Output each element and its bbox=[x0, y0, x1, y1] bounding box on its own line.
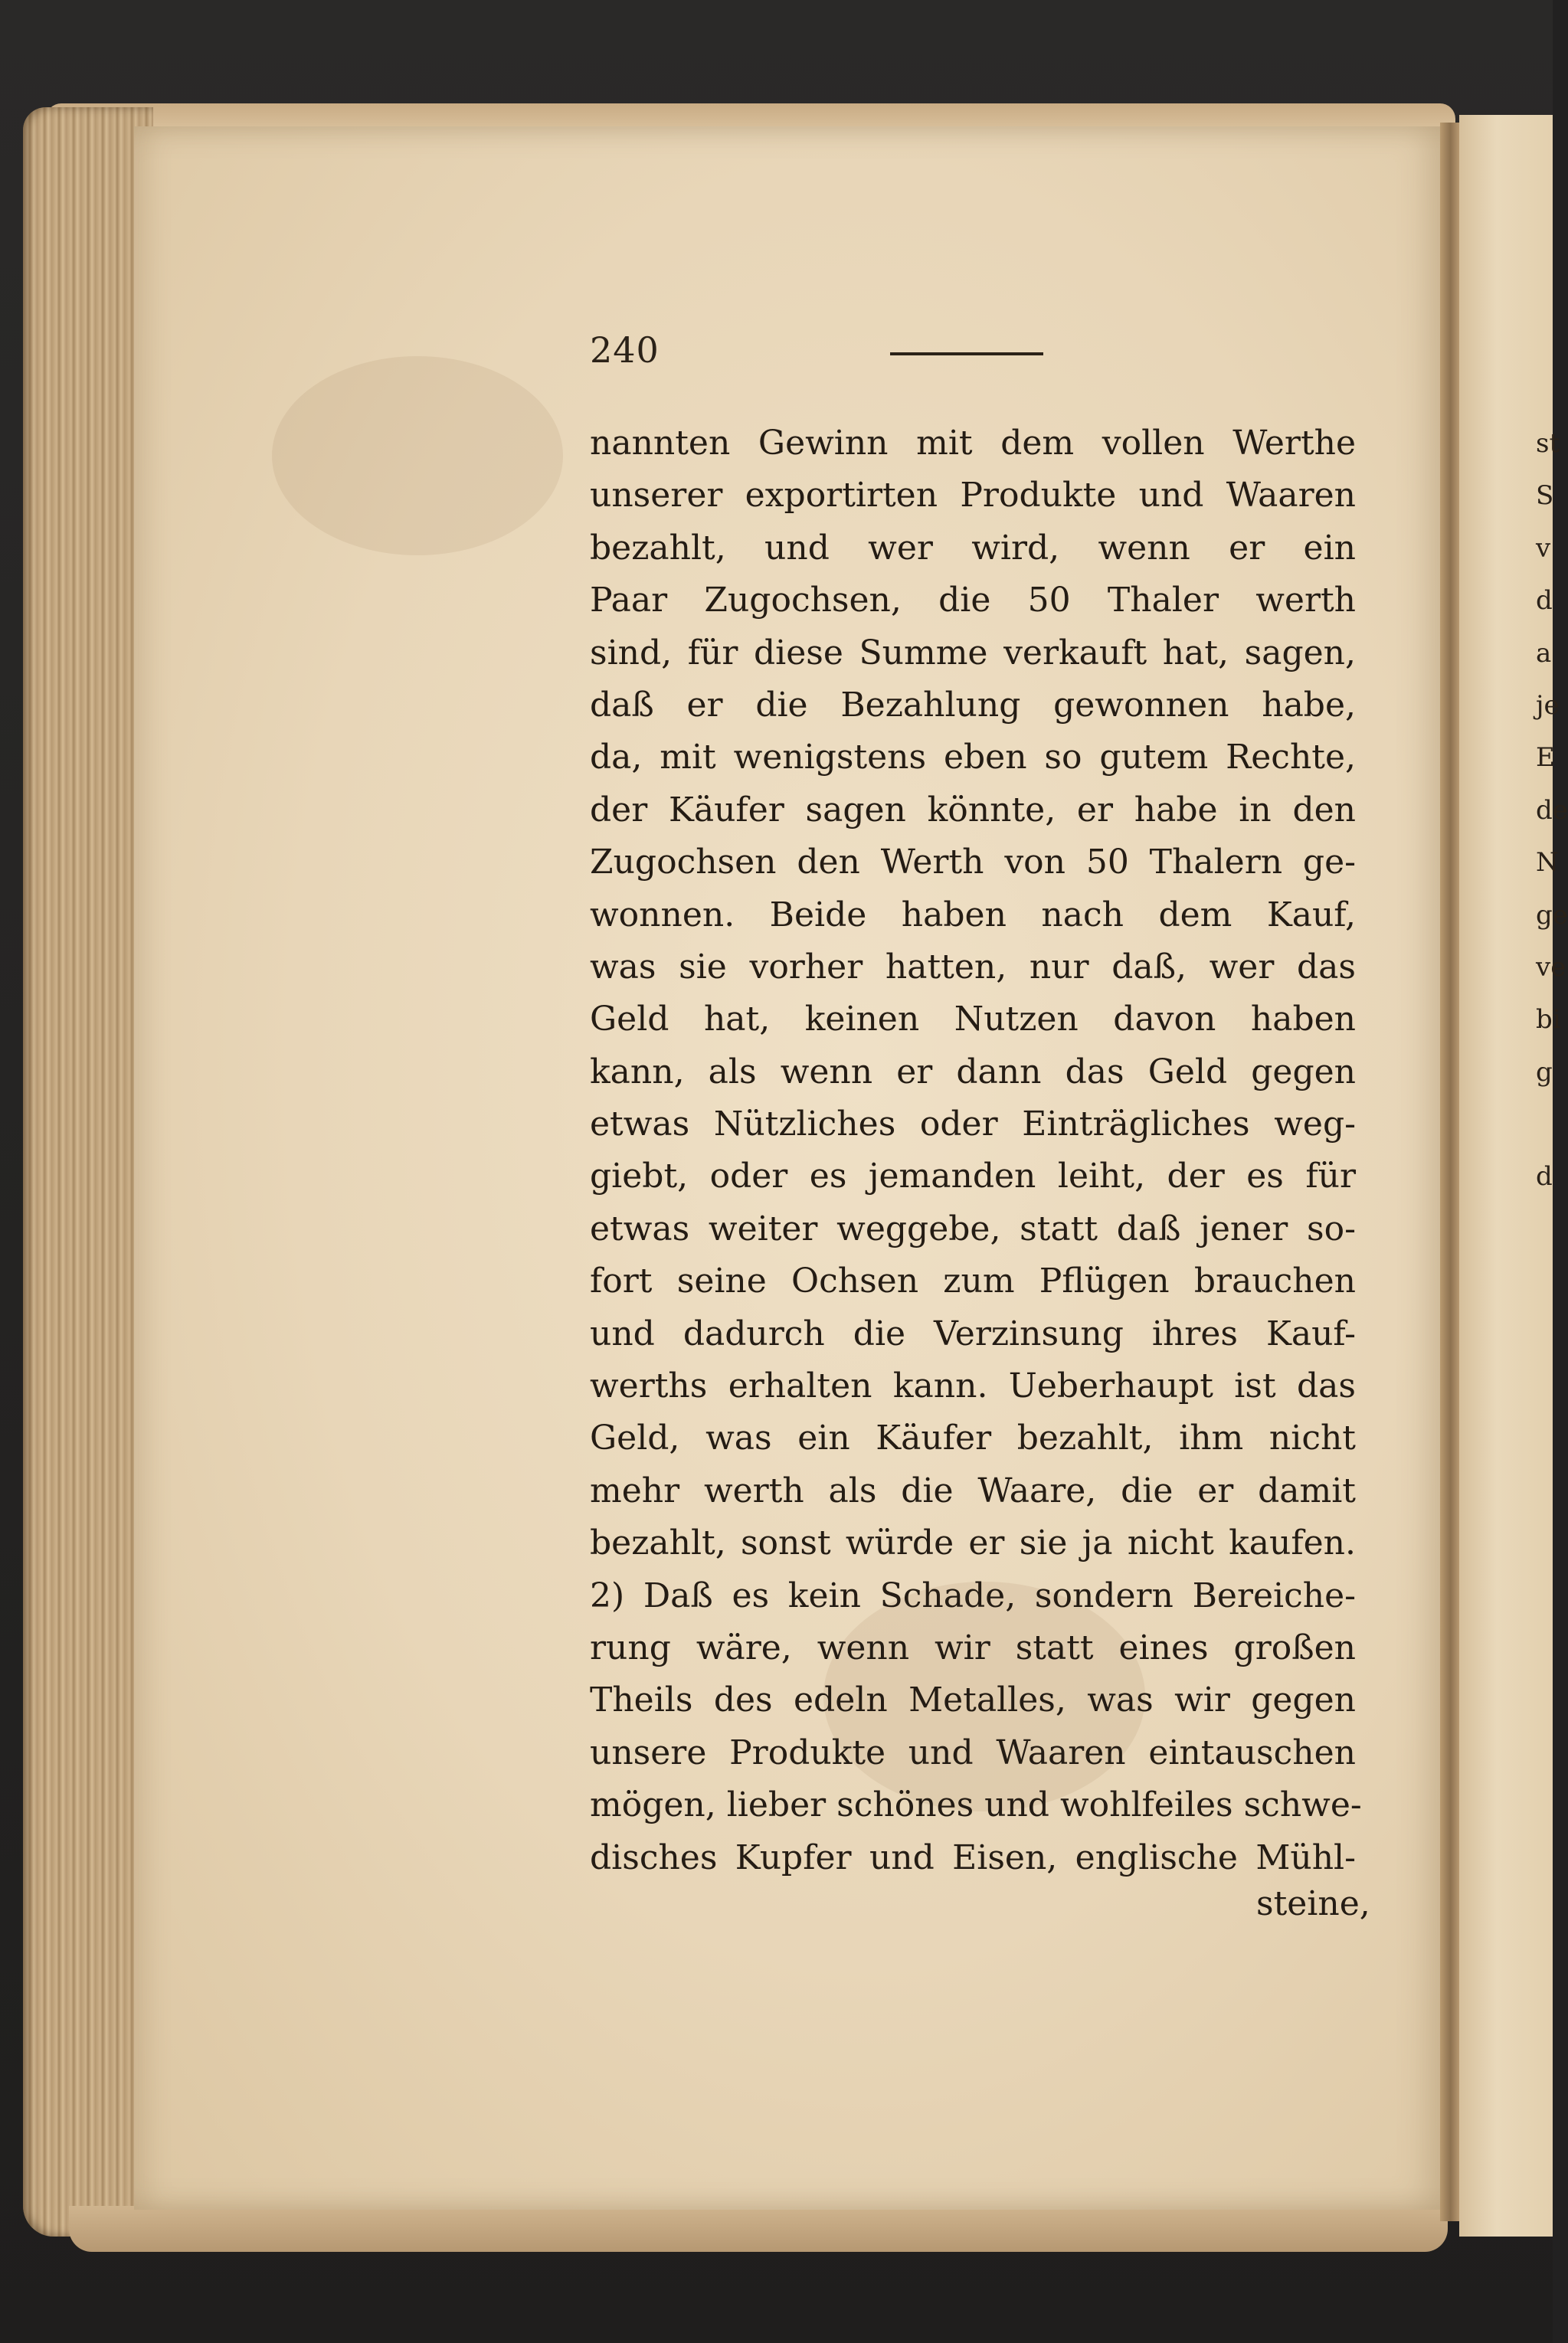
facing-page-fragment: je bbox=[1536, 689, 1560, 721]
page-edges-bottom bbox=[69, 2206, 1448, 2252]
text-line: fort seine Ochsen zum Pflügen brauchen bbox=[590, 1261, 1356, 1301]
running-header bbox=[590, 329, 1065, 375]
text-line: bezahlt, sonst würde er sie ja nicht kaufen. bbox=[590, 1523, 1356, 1563]
facing-page-fragment: d bbox=[1536, 1161, 1553, 1193]
text-line: sind, für diese Summe verkauft hat, sagen, bbox=[590, 633, 1356, 672]
text-line: nannten Gewinn mit dem vollen Werthe bbox=[590, 424, 1356, 463]
header-rule bbox=[890, 352, 1043, 355]
text-line: werths erhalten kann. Ueberhaupt ist das bbox=[590, 1366, 1356, 1406]
facing-page-fragment: de bbox=[1536, 794, 1568, 826]
facing-page-fragment: st bbox=[1536, 428, 1560, 459]
text-line: daß er die Bezahlung gewonnen habe, bbox=[590, 685, 1356, 725]
facing-page-fragment: E bbox=[1536, 742, 1555, 774]
facing-page-fragment bbox=[1536, 1098, 1553, 1150]
text-line: giebt, oder es jemanden leiht, der es für bbox=[590, 1157, 1356, 1196]
text-line: mögen, lieber schönes und wohlfeiles schwe- bbox=[590, 1785, 1362, 1825]
text-line: mehr werth als die Waare, die er damit bbox=[590, 1471, 1356, 1510]
text-line: disches Kupfer und Eisen, englische Mühl- bbox=[590, 1837, 1356, 1877]
facing-page-fragment: N bbox=[1536, 847, 1559, 879]
facing-page-fragment: d bbox=[1536, 585, 1553, 617]
facing-page-fragment: S bbox=[1536, 480, 1554, 512]
text-line: etwas weiter weggebe, statt daß jener so- bbox=[590, 1209, 1356, 1248]
text-line: Geld, was ein Käufer bezahlt, ihm nicht bbox=[590, 1419, 1356, 1458]
catchword: steine, bbox=[1256, 1884, 1370, 1923]
text-line: rung wäre, wenn wir statt eines großen bbox=[590, 1628, 1356, 1667]
text-line: Zugochsen den Werth von 50 Thalern ge- bbox=[590, 843, 1356, 882]
text-line: etwas Nützliches oder Einträgliches weg- bbox=[590, 1104, 1356, 1144]
text-line: da, mit wenigstens eben so gutem Rechte, bbox=[590, 738, 1356, 777]
text-line: unsere Produkte und Waaren eintauschen bbox=[590, 1733, 1356, 1772]
text-line: unserer exportirten Produkte und Waaren bbox=[590, 476, 1356, 515]
text-line: 2) Daß es kein Schade, sondern Bereiche- bbox=[590, 1576, 1356, 1615]
text-line: kann, als wenn er dann das Geld gegen bbox=[590, 1052, 1356, 1091]
text-line: Paar Zugochsen, die 50 Thaler werth bbox=[590, 581, 1356, 620]
facing-page-fragment: v bbox=[1536, 532, 1551, 564]
facing-page-fragment: ge bbox=[1536, 899, 1568, 931]
text-line: Geld hat, keinen Nutzen davon haben bbox=[590, 1000, 1356, 1039]
text-line: und dadurch die Verzinsung ihres Kauf- bbox=[590, 1314, 1356, 1353]
facing-page-fragments bbox=[1536, 417, 1568, 1203]
text-line: bezahlt, und wer wird, wenn er ein bbox=[590, 528, 1356, 568]
facing-page-fragment: g bbox=[1536, 1056, 1553, 1088]
text-line: Theils des edeln Metalles, was wir gegen bbox=[590, 1680, 1356, 1720]
facing-page-fragment: bi bbox=[1536, 1004, 1561, 1036]
text-line: wonnen. Beide haben nach dem Kauf, bbox=[590, 895, 1356, 934]
facing-page-fragment: ve bbox=[1536, 951, 1566, 983]
page-number: 240 bbox=[590, 329, 660, 371]
text-line: was sie vorher hatten, nur daß, wer das bbox=[590, 947, 1356, 987]
facing-page-fragment: a bbox=[1536, 637, 1552, 669]
body-text bbox=[590, 417, 1362, 1884]
text-line: der Käufer sagen könnte, er habe in den bbox=[590, 790, 1356, 830]
